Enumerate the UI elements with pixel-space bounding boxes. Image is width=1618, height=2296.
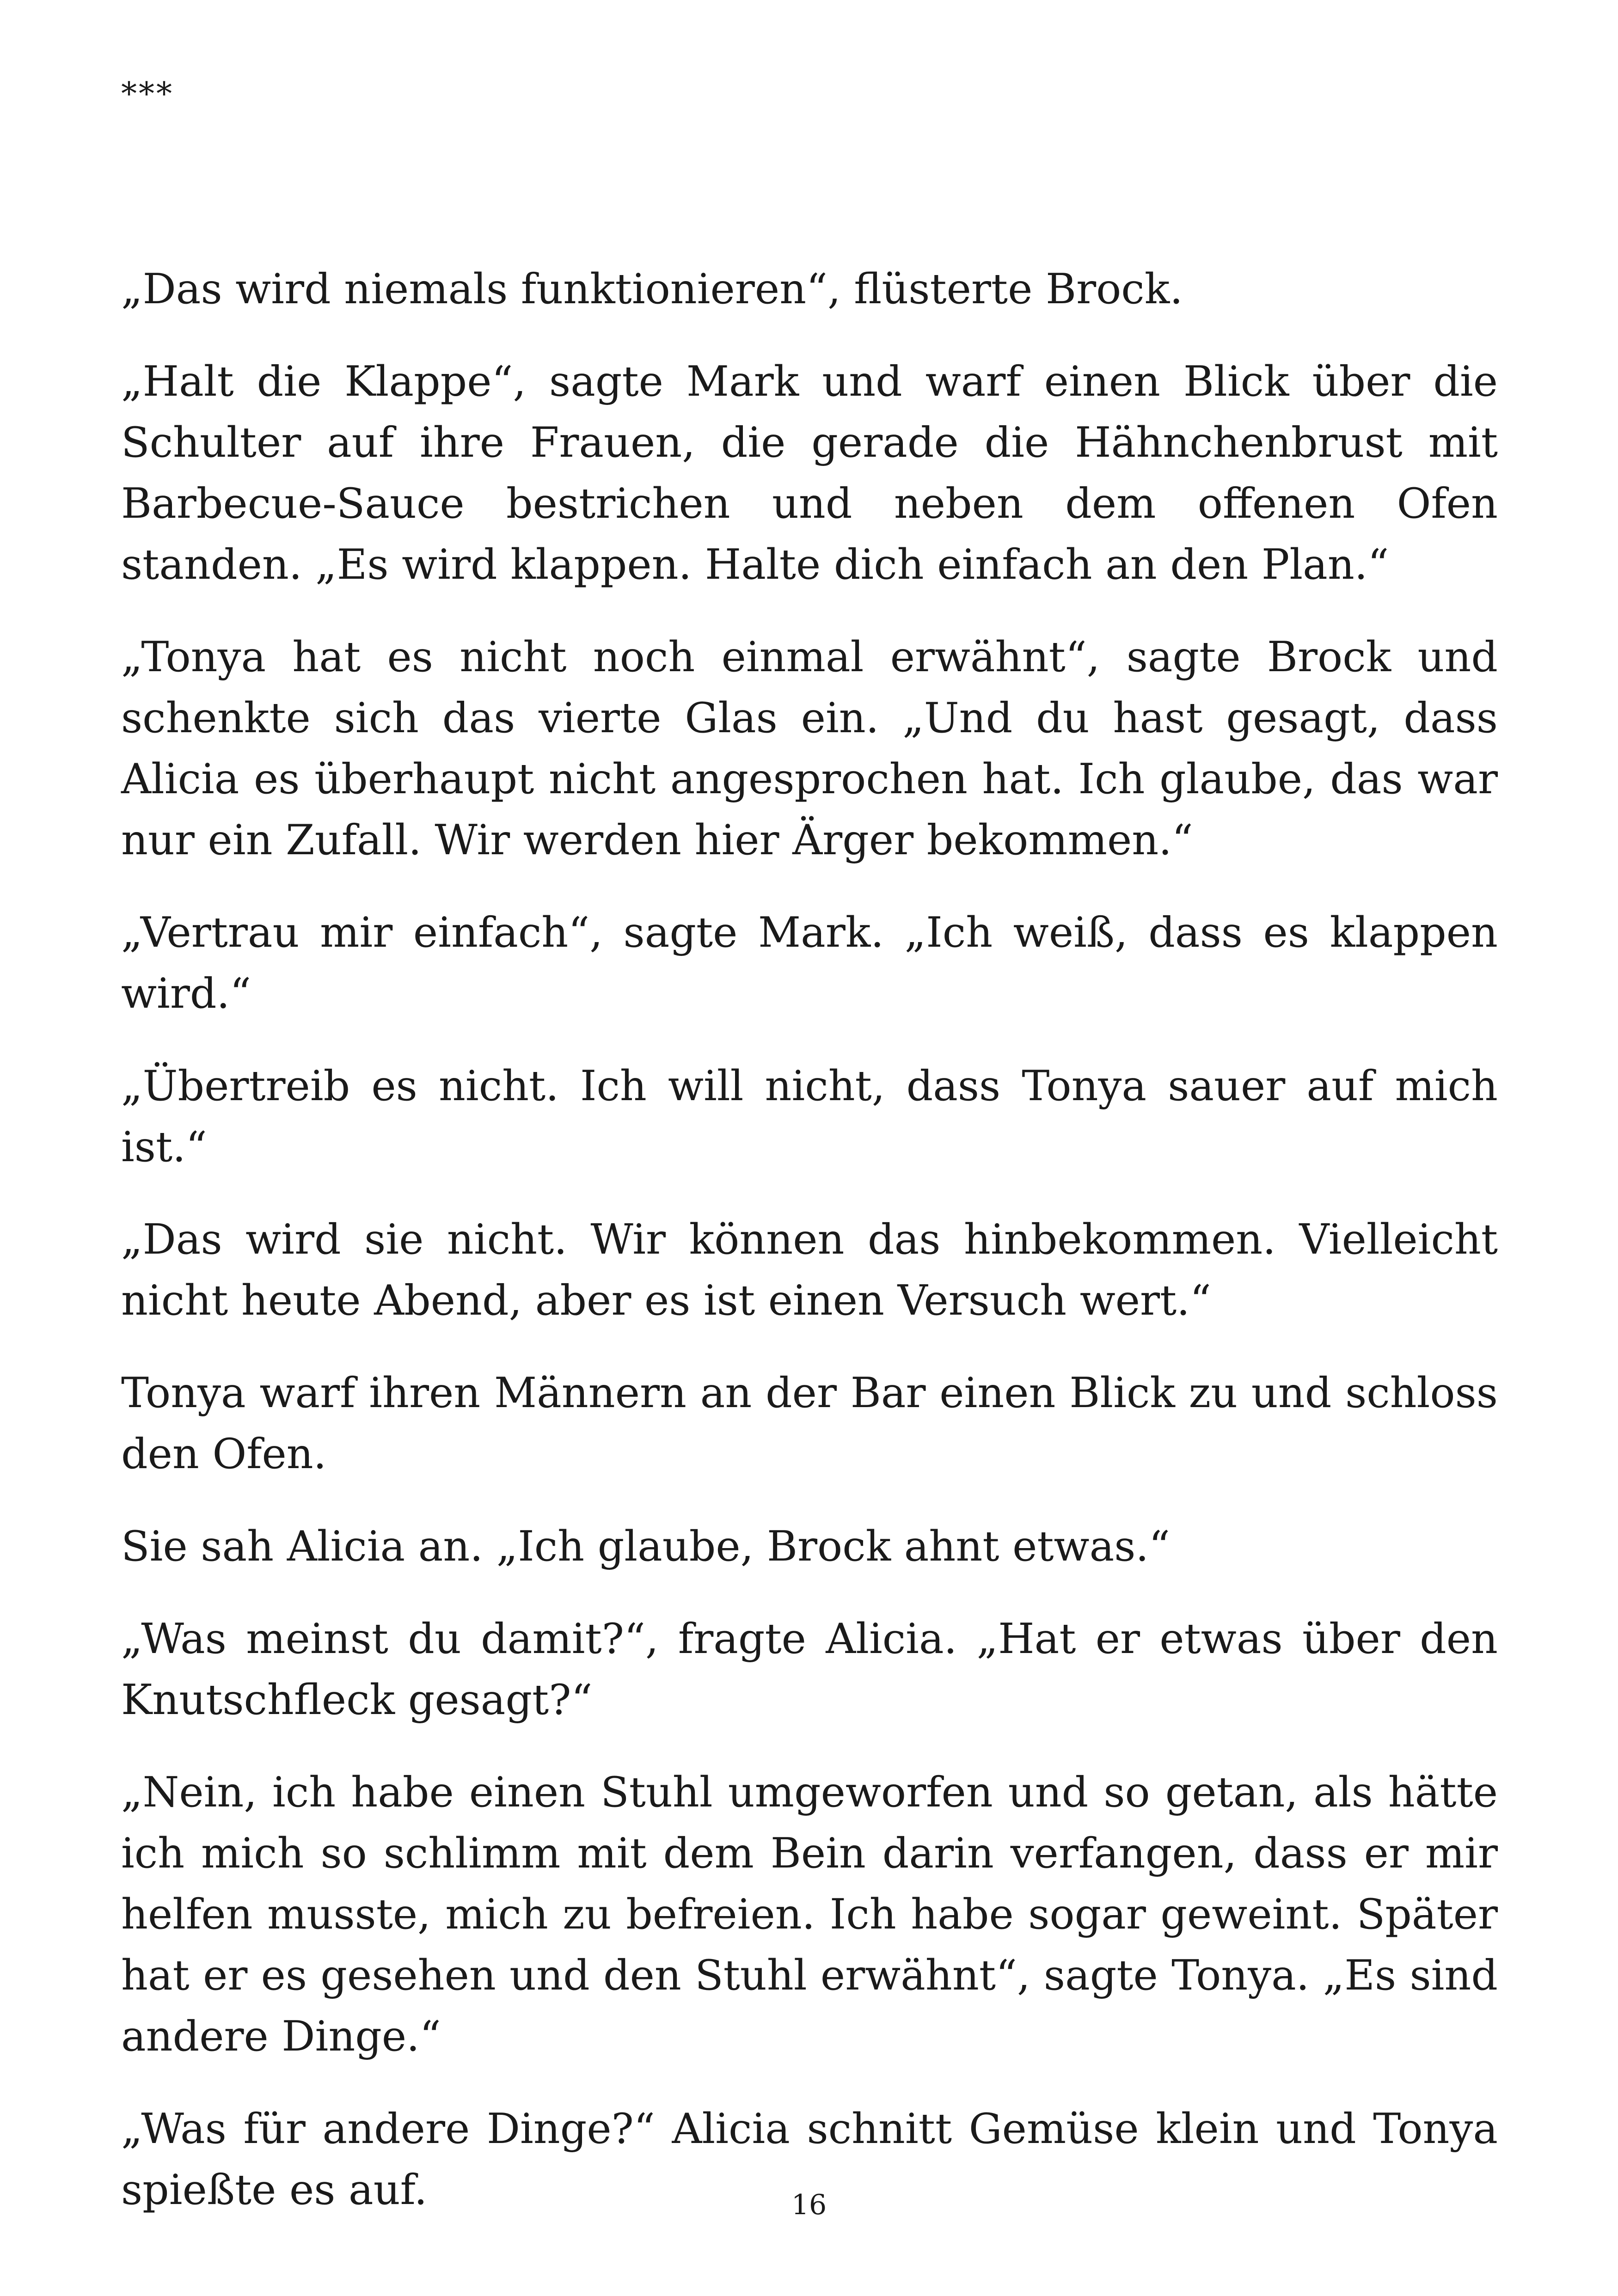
paragraph: „Nein, ich habe einen Stuhl umgeworfen und so getan, als hätte ich mich so schlimm mit dem Bein darin verfangen, dass er mir helfen musste, mich zu befreien. Ich habe sogar geweint. Später hat er es gesehen und den Stuhl erwähnt“, sagte Tonya. „Es sind andere Dinge.“ [121,1768,1498,2061]
paragraph: „Das wird sie nicht. Wir können das hinbekommen. Vielleicht nicht heute Abend, aber es ist einen Versuch wert.“ [121,1215,1498,1325]
paragraph: „Halt die Klappe“, sagte Mark und warf einen Blick über die Schulter auf ihre Frauen, die gerade die Hähnchenbrust mit Barbecue-Sauce bestrichen und neben dem offenen Ofen standen. „Es wird klappen. Halte dich einfach an den Plan.“ [121,357,1498,589]
paragraph: „Was meinst du damit?“, fragte Alicia. „Hat er etwas über den Knutschfleck gesagt?“ [121,1615,1498,1724]
scene-break: *** [121,76,174,112]
paragraph: „Übertreib es nicht. Ich will nicht, dass Tonya sauer auf mich ist.“ [121,1062,1498,1171]
paragraph: „Das wird niemals funktionieren“, flüsterte Brock. [121,265,1183,313]
page-number: 16 [791,2189,827,2221]
body-text [121,259,1498,2252]
paragraph: „Tonya hat es nicht noch einmal erwähnt“, sagte Brock und schenkte sich das vierte Glas ein. „Und du hast gesagt, dass Alicia es überhaupt nicht angesprochen hat. Ich glaube, das war nur ein Zufall. Wir werden hier Ärger bekommen.“ [121,633,1498,864]
paragraph: Tonya warf ihren Männern an der Bar einen Blick zu und schloss den Ofen. [121,1369,1498,1478]
paragraph: „Vertrau mir einfach“, sagte Mark. „Ich weiß, dass es klappen wird.“ [121,908,1498,1018]
paragraph: Sie sah Alicia an. „Ich glaube, Brock ahnt etwas.“ [121,1522,1171,1571]
paragraph: „Was für andere Dinge?“ Alicia schnitt Gemüse klein und Tonya spießte es auf. [121,2105,1498,2214]
